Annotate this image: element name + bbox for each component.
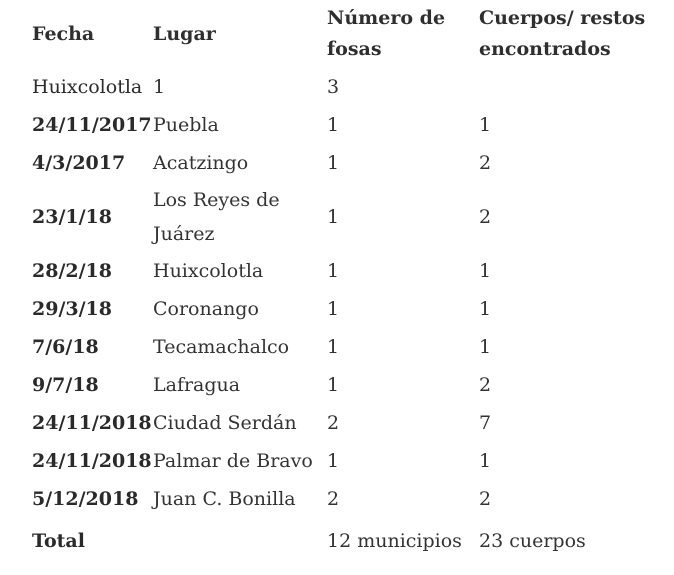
table-row (25, 442, 665, 480)
cell-num-graves: 1 (327, 450, 340, 472)
table-row (25, 106, 665, 144)
cell-num-graves: 1 (327, 298, 340, 320)
cell-place: Los Reyes de Juárez (153, 189, 280, 245)
cell-num-graves: 1 (327, 336, 340, 358)
header-row (25, 0, 665, 68)
cell-bodies: 2 (479, 488, 492, 510)
header-bodies: Cuerpos/ restos encontrados (479, 7, 646, 60)
cell-num-graves: 1 (327, 206, 340, 228)
cell-date: 5/12/2018 (32, 488, 139, 510)
cell-date: Huixcolotla (32, 76, 143, 98)
cell-place: Coronango (153, 298, 259, 320)
cell-bodies: 1 (479, 298, 492, 320)
total-row (25, 518, 665, 564)
cell-bodies: 1 (479, 450, 492, 472)
cell-num-graves: 1 (327, 152, 340, 174)
cell-place: Puebla (153, 114, 219, 136)
table-row (25, 252, 665, 290)
cell-num-graves: 1 (327, 114, 340, 136)
table-row (25, 144, 665, 182)
cell-date: 7/6/18 (32, 336, 99, 358)
table-row (25, 404, 665, 442)
cell-bodies: 1 (479, 260, 492, 282)
table-row (25, 182, 665, 252)
total-num-graves: 12 municipios (327, 530, 462, 552)
table-row (25, 68, 665, 106)
total-place-empty (146, 518, 320, 564)
cell-place: Acatzingo (153, 152, 249, 174)
total-bodies: 23 cuerpos (479, 530, 586, 552)
table-row (25, 328, 665, 366)
header-num-graves: Número de fosas (327, 7, 446, 60)
cell-date: 23/1/18 (32, 206, 112, 228)
table-header (25, 0, 665, 68)
total-label: Total (32, 530, 85, 552)
table-row (25, 290, 665, 328)
cell-place: Tecamachalco (153, 336, 290, 358)
header-place: Lugar (153, 22, 216, 45)
cell-bodies: 2 (479, 374, 492, 396)
header-date: Fecha (32, 22, 95, 45)
cell-date: 24/11/2017 (32, 114, 152, 136)
table-row (25, 480, 665, 518)
table-row (25, 366, 665, 404)
cell-num-graves: 1 (327, 260, 340, 282)
cell-num-graves: 3 (327, 76, 340, 98)
cell-bodies: 7 (479, 412, 492, 434)
cell-place: Huixcolotla (153, 260, 264, 282)
cell-num-graves: 2 (327, 412, 340, 434)
cell-place: 1 (153, 76, 166, 98)
cell-bodies (472, 68, 665, 106)
cell-place: Juan C. Bonilla (153, 488, 296, 510)
cell-place: Lafragua (153, 374, 241, 396)
cell-date: 24/11/2018 (32, 450, 152, 472)
cell-place: Palmar de Bravo (153, 450, 313, 472)
cell-date: 24/11/2018 (32, 412, 152, 434)
cell-bodies: 2 (479, 206, 492, 228)
table-body (25, 68, 665, 564)
cell-num-graves: 1 (327, 374, 340, 396)
cell-bodies: 1 (479, 336, 492, 358)
cell-bodies: 1 (479, 114, 492, 136)
cell-bodies: 2 (479, 152, 492, 174)
cell-date: 28/2/18 (32, 260, 112, 282)
cell-date: 4/3/2017 (32, 152, 126, 174)
cell-num-graves: 2 (327, 488, 340, 510)
cell-date: 29/3/18 (32, 298, 112, 320)
cell-place: Ciudad Serdán (153, 412, 297, 434)
cell-date: 9/7/18 (32, 374, 99, 396)
graves-table (25, 0, 665, 564)
